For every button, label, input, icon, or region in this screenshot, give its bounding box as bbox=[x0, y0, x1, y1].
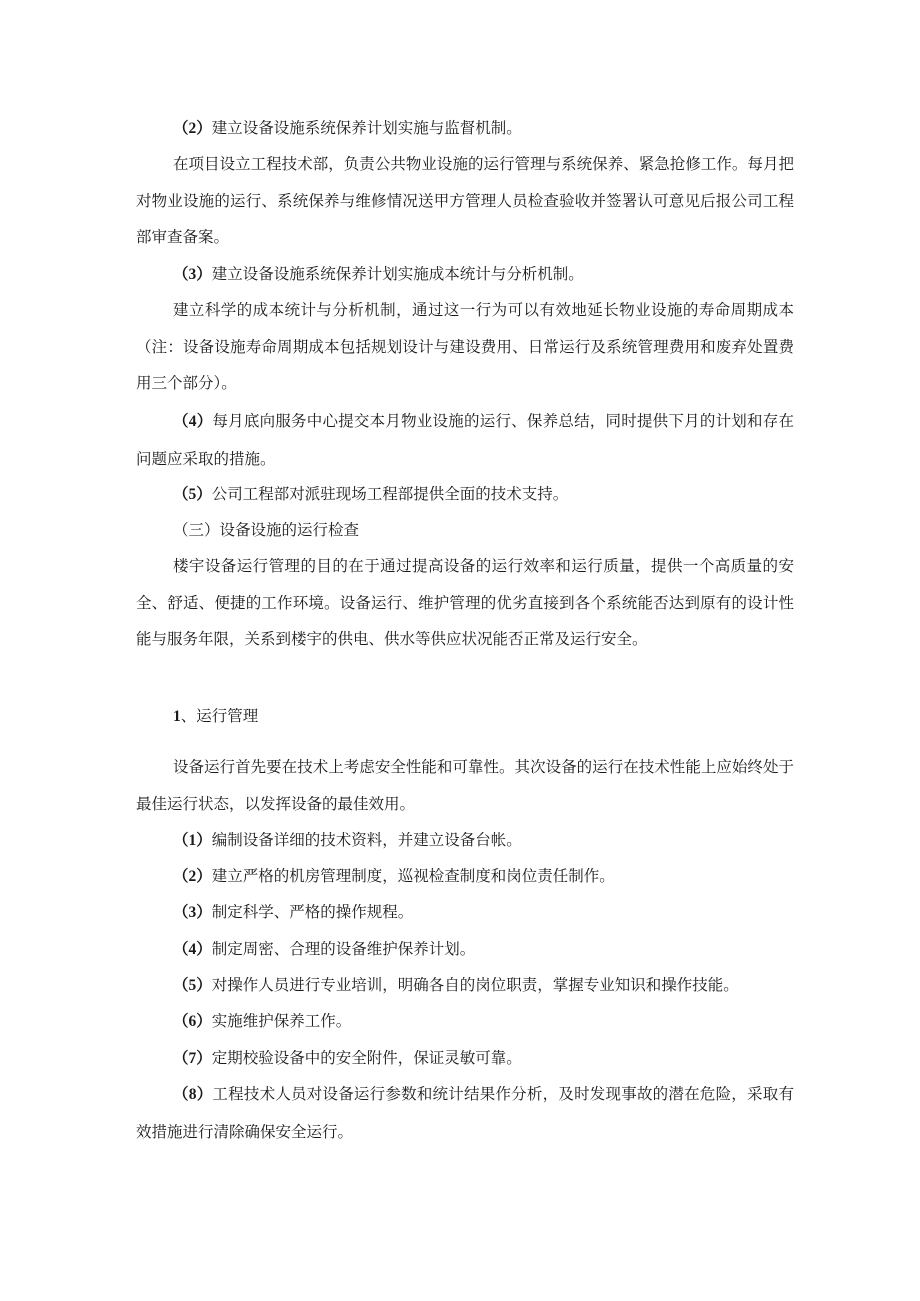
item-text: 公司工程部对派驻现场工程部提供全面的技术支持。 bbox=[211, 485, 569, 503]
item-1-technical-documents bbox=[136, 822, 794, 860]
item-text: 定期校验设备中的安全附件，保证灵敏可靠。 bbox=[211, 1049, 522, 1067]
item-7-safety-accessories bbox=[136, 1040, 794, 1078]
item-text: 对操作人员进行专业培训，明确各自的岗位职责，掌握专业知识和操作技能。 bbox=[211, 976, 739, 994]
item-5-technical-support bbox=[136, 476, 794, 514]
item-text: 制定周密、合理的设备维护保养计划。 bbox=[211, 940, 476, 958]
section-heading-operation-check: （三）设备设施的运行检查 bbox=[173, 521, 360, 539]
item-number: （3） bbox=[173, 266, 212, 283]
item-number: （5） bbox=[173, 977, 212, 994]
item-text: 建立设备设施系统保养计划实施成本统计与分析机制。 bbox=[211, 265, 584, 283]
paragraph-safety-reliability: 设备运行首先要在技术上考虑安全性能和可靠性。其次设备的运行在技术性能上应始终处于最佳运行状态，以发挥设备的最佳效用。 bbox=[136, 758, 794, 813]
item-number: （6） bbox=[173, 1013, 212, 1030]
item-2-maintenance-supervision bbox=[136, 110, 794, 148]
item-5-staff-training bbox=[136, 967, 794, 1005]
item-number: （3） bbox=[173, 904, 212, 921]
item-number: （4） bbox=[173, 413, 213, 430]
item-number: （4） bbox=[173, 941, 212, 958]
subheading-text: 、运行管理 bbox=[180, 707, 259, 725]
item-text: 建立严格的机房管理制度，巡视检查制度和岗位责任制作。 bbox=[211, 867, 615, 885]
item-text: 工程技术人员对设备运行参数和统计结果作分析，及时发现事故的潜在危险，采取有效措施进行清除确保安全运行。 bbox=[136, 1085, 794, 1141]
item-8-parameter-analysis bbox=[136, 1076, 794, 1150]
item-number: （8） bbox=[173, 1086, 213, 1103]
item-number: （5） bbox=[173, 486, 212, 503]
item-number: （7） bbox=[173, 1050, 212, 1067]
item-3-operating-procedures bbox=[136, 894, 794, 932]
item-text: 编制设备详细的技术资料，并建立设备台帐。 bbox=[211, 831, 522, 849]
paragraph-building-equipment: 楼宇设备运行管理的目的在于通过提高设备的运行效率和运行质量，提供一个高质量的安全、舒适、便捷的工作环境。设备运行、维护管理的优劣直接到各个系统能否达到原有的设计性能与服务年限，关系到楼宇的供电、供水等供应状况能否正常及运行安全。 bbox=[136, 557, 794, 648]
item-text: 建立设备设施系统保养计划实施与监督机制。 bbox=[211, 119, 522, 137]
subheading-number: 1 bbox=[173, 708, 181, 725]
item-4-monthly-summary bbox=[136, 403, 794, 477]
item-text: 制定科学、严格的操作规程。 bbox=[211, 903, 414, 921]
item-text: 实施维护保养工作。 bbox=[211, 1012, 352, 1030]
item-number: （2） bbox=[173, 868, 212, 885]
item-4-maintenance-plan bbox=[136, 931, 794, 969]
paragraph-cost-mechanism: 建立科学的成本统计与分析机制，通过这一行为可以有效地延长物业设施的寿命周期成本（注：设备设施寿命周期成本包括规划设计与建设费用、日常运行及系统管理费用和废弃处置费用三个部分）。 bbox=[136, 301, 794, 392]
paragraph-engineering-dept: 在项目设立工程技术部，负责公共物业设施的运行管理与系统保养、紧急抢修工作。每月把对物业设施的运行、系统保养与维修情况送甲方管理人员检查验收并签署认可意见后报公司工程部审查备案。 bbox=[136, 155, 794, 246]
item-6-maintenance-work bbox=[136, 1003, 794, 1041]
subheading-operation-management bbox=[173, 698, 258, 736]
item-3-cost-analysis bbox=[136, 256, 794, 294]
item-2-machine-room-rules bbox=[136, 858, 794, 896]
item-number: （1） bbox=[173, 832, 212, 849]
item-number: （2） bbox=[173, 120, 212, 137]
item-text: 每月底向服务中心提交本月物业设施的运行、保养总结，同时提供下月的计划和存在问题应采取的措施。 bbox=[136, 412, 794, 468]
